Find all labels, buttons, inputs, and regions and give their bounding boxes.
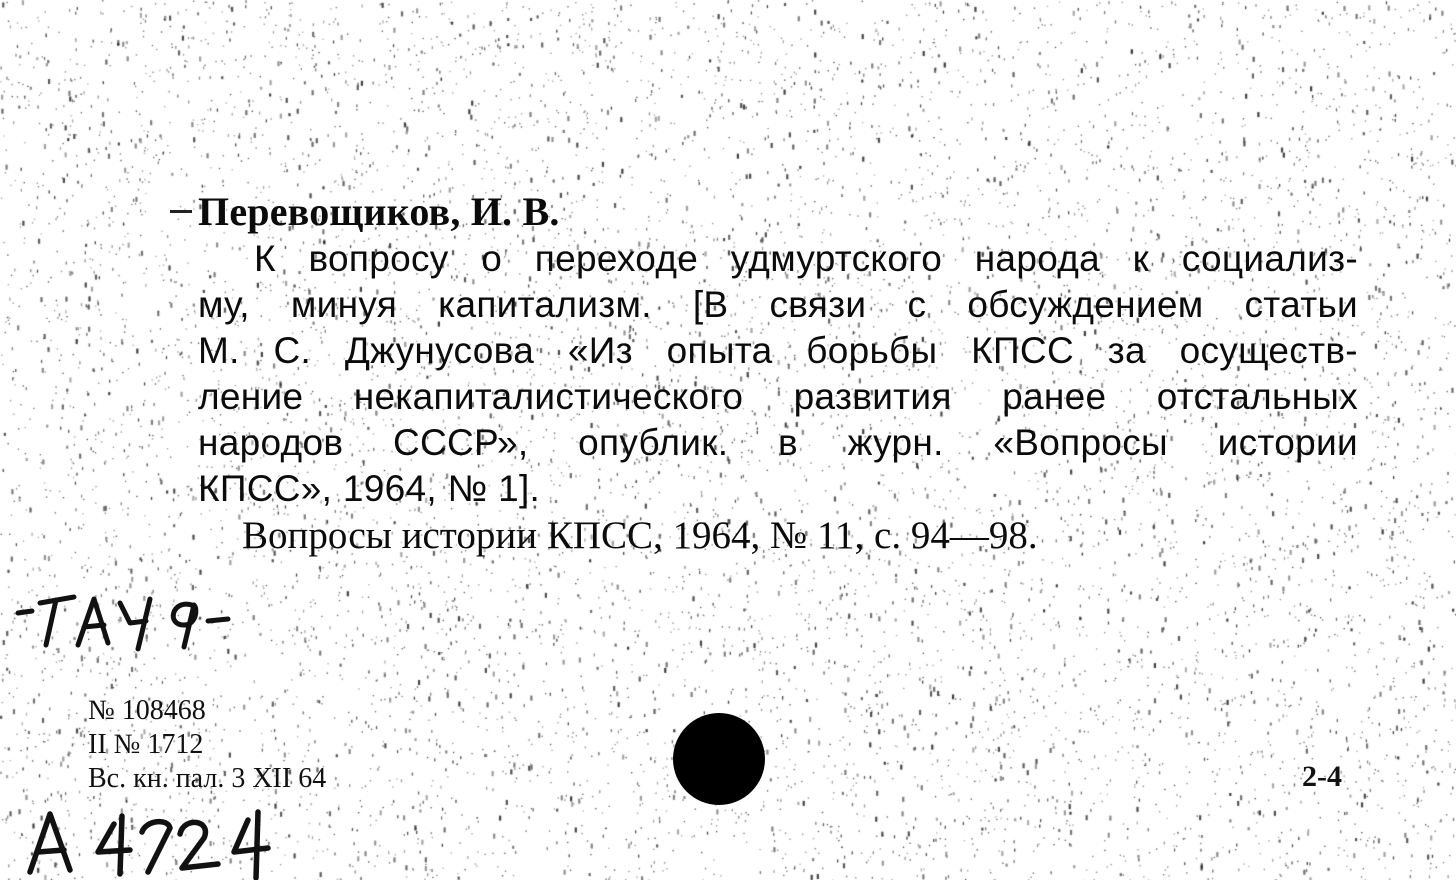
title-word: осуществ- (1179, 330, 1358, 371)
title-word: некапиталистического (353, 376, 744, 417)
title-description (198, 236, 1368, 512)
title-line (198, 328, 1358, 374)
title-word: развития (793, 376, 952, 417)
title-word: о (481, 238, 503, 279)
margin-dash (170, 210, 192, 213)
title-word: КПСС (971, 330, 1074, 371)
source-citation: Вопросы истории КПСС, 1964, № 11, с. 94—98. (242, 514, 1038, 557)
title-word: минуя (290, 284, 398, 325)
title-word: КПСС», 1964, № 1]. (198, 468, 541, 509)
title-word: С. (273, 330, 312, 371)
title-word: «Из (567, 330, 633, 371)
title-word: журн. (847, 422, 944, 463)
title-line (198, 374, 1358, 420)
title-word: к (1132, 238, 1150, 279)
title-word: капитализм. (438, 284, 652, 325)
title-word: с (907, 284, 927, 325)
svg-text:ГАУ9: ГАУ9 (12, 585, 15, 586)
punch-hole (673, 713, 765, 805)
title-word: связи (769, 284, 867, 325)
title-word: борьбы (806, 330, 938, 371)
title-word: народа (974, 238, 1101, 279)
title-word: удмуртского (730, 238, 943, 279)
title-word: в (778, 422, 798, 463)
title-word: за (1107, 330, 1146, 371)
title-word: му, (198, 284, 250, 325)
meta-line: II № 1712 (88, 729, 204, 760)
meta-line: № 108468 (88, 695, 206, 726)
title-word: Джунусова (344, 330, 535, 371)
title-line (198, 236, 1358, 282)
title-word: [В (692, 284, 729, 325)
title-line (198, 282, 1358, 328)
bibliographic-entry (198, 188, 1368, 560)
title-word: М. (198, 330, 240, 371)
title-word: отстальных (1156, 376, 1358, 417)
title-word: СССР», (392, 422, 529, 463)
title-line (198, 466, 1368, 512)
title-word: обсуждением (967, 284, 1204, 325)
title-word: социализ- (1181, 238, 1358, 279)
meta-line: Вс. кн. пал. 3 XII 64 (88, 763, 327, 794)
title-word: переходе (534, 238, 699, 279)
svg-text:А 4724: А 4724 (22, 802, 25, 803)
handwritten-inventory-number (22, 802, 292, 880)
title-word: статьи (1244, 284, 1358, 325)
shelf-code: 2-4 (1302, 760, 1342, 793)
title-line (198, 420, 1358, 466)
title-word: вопросу (308, 238, 449, 279)
title-word: К (254, 238, 276, 279)
title-word: «Вопросы (993, 422, 1168, 463)
accession-info (88, 694, 326, 796)
title-word: ранее (1002, 376, 1107, 417)
author-heading: Перевощиков, И. В. (198, 189, 560, 234)
handwritten-library-stamp (12, 585, 242, 655)
title-word: ление (198, 376, 304, 417)
title-word: истории (1217, 422, 1358, 463)
title-word: народов (198, 422, 344, 463)
title-word: опублик. (578, 422, 729, 463)
title-word: опыта (666, 330, 773, 371)
